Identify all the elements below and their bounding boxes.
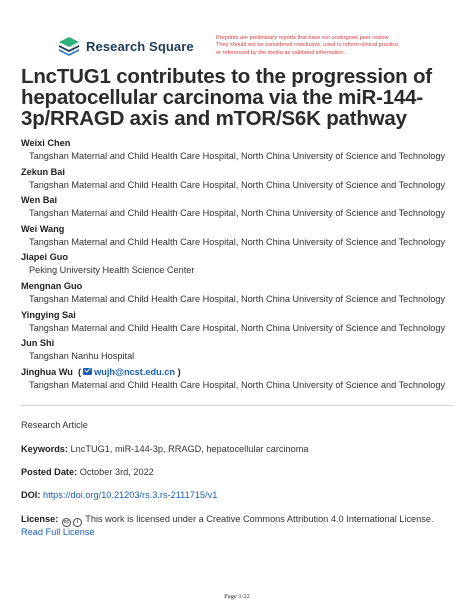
author-affiliation: Tangshan Maternal and Child Health Care Hospital, North China University of Science and Technology — [29, 322, 446, 333]
email-open-paren: ( — [75, 366, 82, 377]
author-name[interactable]: Wen Bai — [21, 195, 58, 206]
page-number: Page 1/22 — [224, 593, 250, 600]
author-affiliation: Tangshan Nanhu Hospital — [29, 351, 135, 362]
keywords-label: Keywords: — [21, 444, 68, 454]
paper-title — [21, 66, 461, 129]
license-label: License: — [21, 514, 59, 524]
author-affiliation: Tangshan Maternal and Child Health Care Hospital, North China University of Science and Technology — [29, 208, 446, 219]
title-line: 3p/RRAGD axis and mTOR/S6K pathway — [21, 107, 407, 130]
author-name[interactable]: Mengnan Guo — [21, 280, 83, 291]
author-affiliation: Peking University Health Science Center — [29, 265, 195, 276]
article-type: Research Article — [21, 420, 88, 430]
author-entry — [21, 194, 466, 223]
author-entry — [21, 309, 466, 338]
author-entry — [21, 166, 466, 195]
preprint-note-line: They should not be considered conclusive, used to inform clinical practice, — [216, 42, 400, 49]
author-affiliation: Tangshan Maternal and Child Health Care Hospital, North China University of Science and Technology — [29, 379, 446, 390]
author-email-link[interactable]: wujh@ncst.edu.cn — [94, 366, 176, 377]
author-name[interactable]: Jiapei Guo — [21, 252, 68, 263]
author-name[interactable]: Wei Wang — [21, 223, 65, 234]
header — [0, 0, 474, 60]
corresponding-author — [21, 366, 466, 378]
author-list — [21, 137, 466, 394]
doi-row — [21, 490, 217, 500]
author-entry — [21, 366, 466, 395]
doi-link[interactable]: https://doi.org/10.21203/rs.3.rs-2111715/v1 — [42, 490, 218, 500]
author-affiliation: Tangshan Maternal and Child Health Care Hospital, North China University of Science and Technology — [29, 293, 446, 304]
preprint-note-line: or referenced by the media as validated information. — [216, 49, 346, 56]
license-row — [21, 514, 434, 527]
author-entry — [21, 223, 466, 252]
preprint-disclaimer — [216, 35, 446, 57]
author-entry — [21, 280, 466, 309]
posted-date-row — [21, 467, 154, 477]
keywords-value: LncTUG1, miR-144-3p, RRAGD, hepatocellular carcinoma — [70, 444, 309, 454]
author-name[interactable]: Zekun Bai — [21, 166, 65, 177]
attribution-icon: i — [73, 518, 82, 527]
section-divider — [21, 405, 454, 406]
author-name[interactable]: Jinghua Wu — [21, 366, 73, 377]
read-full-license-link[interactable]: Read Full License — [21, 527, 95, 537]
author-entry — [21, 337, 466, 366]
posted-date-value: October 3rd, 2022 — [79, 467, 154, 477]
email-icon[interactable] — [83, 368, 92, 375]
research-square-logo-icon — [57, 36, 81, 56]
author-affiliation: Tangshan Maternal and Child Health Care Hospital, North China University of Science and Technology — [29, 236, 446, 247]
author-name[interactable]: Weixi Chen — [21, 138, 71, 148]
author-name[interactable]: Jun Shi — [21, 338, 55, 349]
author-entry — [21, 137, 466, 166]
logo-text: Research Square — [86, 38, 194, 54]
preprint-note-line: Preprints are preliminary reports that have not undergone peer review. — [216, 35, 390, 41]
author-entry — [21, 251, 466, 280]
posted-date-label: Posted Date: — [21, 467, 78, 477]
author-name[interactable]: Yingying Sai — [21, 309, 76, 320]
title-line: LncTUG1 contributes to the progression of — [21, 65, 432, 88]
title-line: hepatocellular carcinoma via the miR-144- — [21, 86, 423, 109]
email-close-paren: ) — [175, 366, 181, 377]
research-square-logo[interactable] — [57, 36, 194, 56]
creative-commons-icon: cc — [63, 519, 70, 525]
keywords-row — [21, 444, 309, 454]
author-affiliation: Tangshan Maternal and Child Health Care Hospital, North China University of Science and Technology — [29, 179, 446, 190]
doi-label: DOI: — [21, 490, 41, 500]
author-affiliation: Tangshan Maternal and Child Health Care Hospital, North China University of Science and Technology — [29, 151, 446, 161]
license-text: This work is licensed under a Creative Commons Attribution 4.0 International License. — [85, 514, 434, 524]
